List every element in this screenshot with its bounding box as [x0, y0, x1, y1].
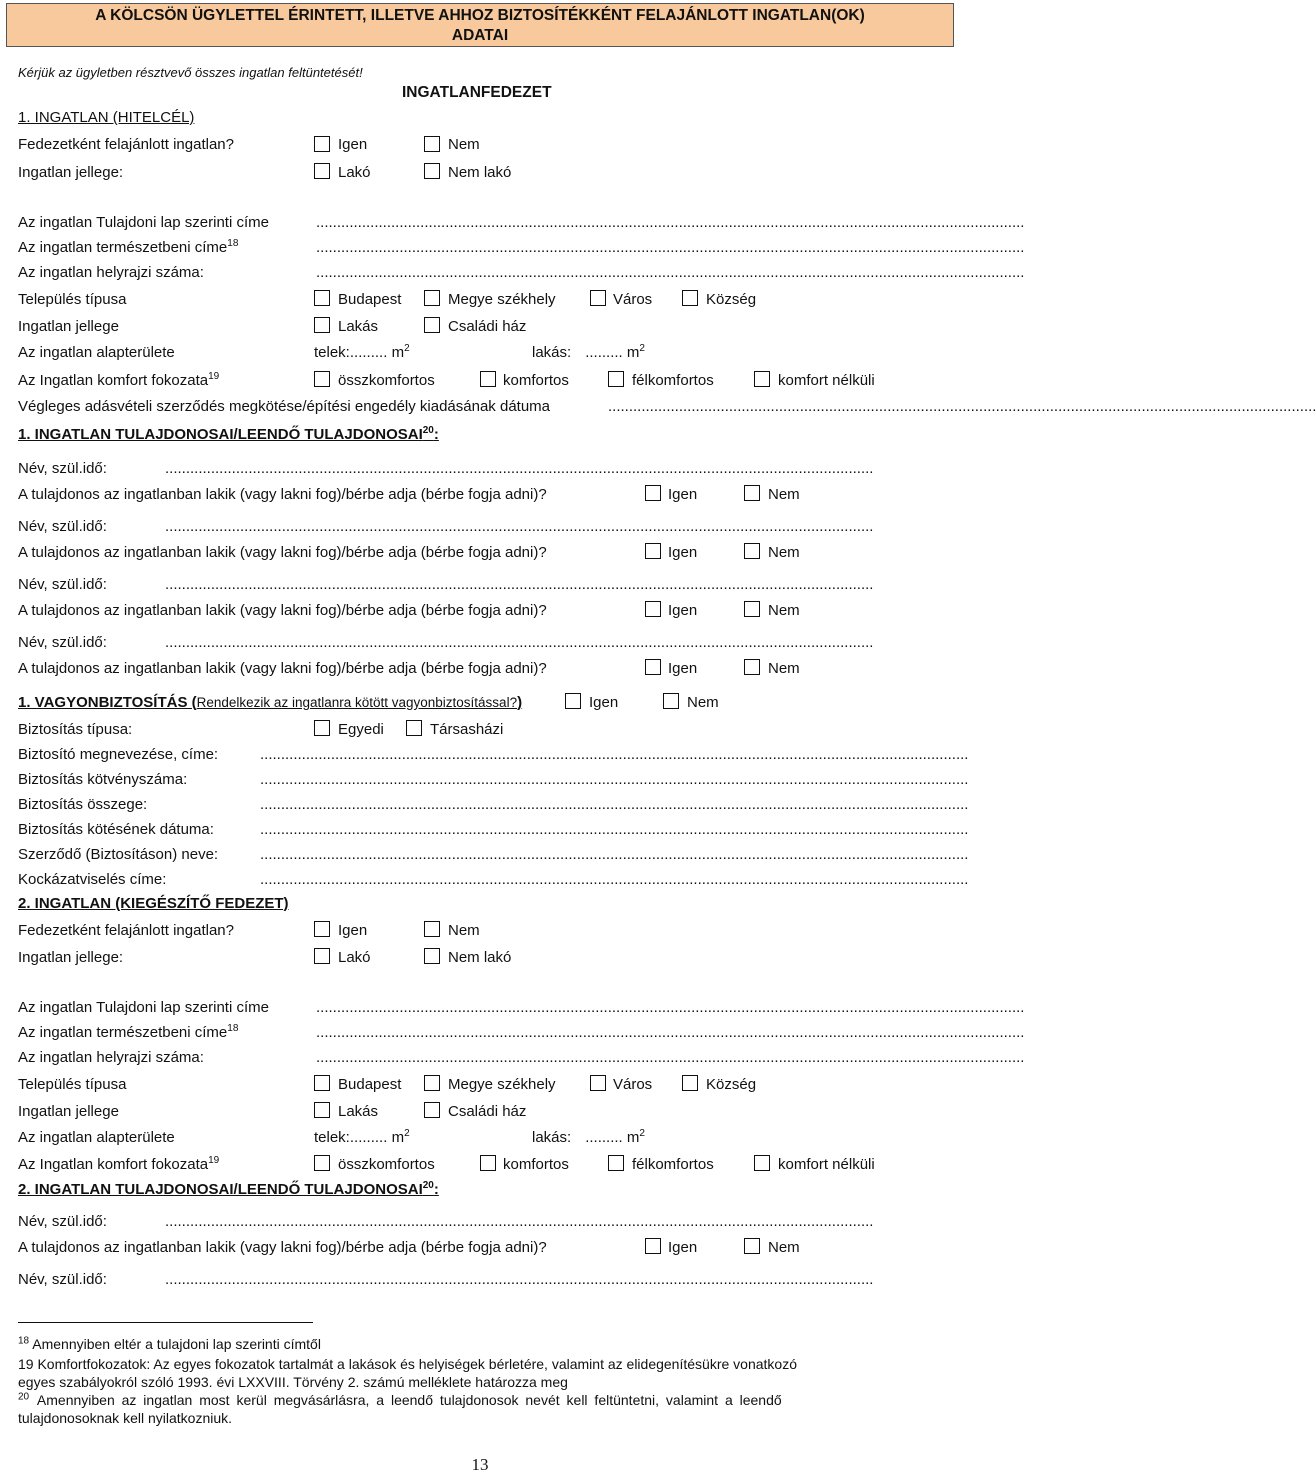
p1-varos-checkbox[interactable] — [590, 290, 606, 306]
checkbox-label: Nem — [768, 486, 800, 503]
footnote-19-line-1: 19 Komfortfokozatok: Az egyes fokozatok tartalmát a lakások és helyiségek bérletére, valamint az elidegenítésükre vonatkozó — [18, 1356, 797, 1372]
p2-fedezet-igen-checkbox[interactable] — [314, 921, 330, 937]
p1-megye-checkbox[interactable] — [424, 290, 440, 306]
insurance-kotveny-label: Biztosítás kötvényszáma: — [18, 771, 188, 788]
p1-komfort-label — [18, 372, 219, 390]
p1-term-cim-field[interactable]: .......................................................................................................................................................................... — [316, 239, 1025, 256]
p2-cim-label: Az ingatlan Tulajdoni lap szerinti címe — [18, 999, 269, 1016]
insurance-szerzodo-label: Szerződő (Biztosításon) neve: — [18, 846, 219, 863]
p1-vegleges-field[interactable]: .......................................................................................................................................................................... — [608, 398, 1316, 415]
p1-nem-lako-checkbox[interactable] — [424, 163, 440, 179]
owner-2-1-igen-checkbox[interactable] — [645, 1238, 661, 1254]
checkbox-label: Nem — [768, 544, 800, 561]
p2-hrsz-field[interactable]: .......................................................................................................................................................................... — [316, 1049, 1025, 1066]
dots: ... — [585, 344, 598, 361]
owners-2-title — [18, 1181, 439, 1199]
footnote-ref: 19 — [208, 371, 220, 382]
checkbox-label: Lakás — [338, 318, 379, 335]
p1-alapterulet-label: Az ingatlan alapterülete — [18, 344, 175, 361]
p2-osszkomfortos-checkbox[interactable] — [314, 1155, 330, 1171]
checkbox-label: Igen — [668, 544, 698, 561]
owner-2-1-lakik-label: A tulajdonos az ingatlanban lakik (vagy lakni fog)/bérbe adja (bérbe fogja adni)? — [18, 1239, 547, 1256]
checkbox-label: Megye székhely — [448, 291, 556, 308]
label-text: Az ingatlan természetbeni címe — [18, 1024, 228, 1041]
owner-2-1-nev-label: Név, szül.idő: — [18, 1213, 107, 1230]
unit-sup: 2 — [639, 343, 645, 354]
owner-3-lakik-label: A tulajdonos az ingatlanban lakik (vagy lakni fog)/bérbe adja (bérbe fogja adni)? — [18, 602, 547, 619]
checkbox-label: Igen — [338, 922, 368, 939]
checkbox-label: Egyedi — [338, 721, 384, 738]
p2-csaladi-checkbox[interactable] — [424, 1102, 440, 1118]
p2-cim-field[interactable]: .......................................................................................................................................................................... — [316, 999, 1025, 1016]
checkbox-label: Város — [613, 291, 653, 308]
p2-fedezet-label: Fedezetként felajánlott ingatlan? — [18, 922, 234, 939]
unit: m — [391, 1129, 405, 1146]
dots: ... — [349, 344, 363, 361]
footnote-ref: 19 — [208, 1155, 220, 1166]
label-text: Az Ingatlan komfort fokozata — [18, 1156, 209, 1173]
owner-2-igen-checkbox[interactable] — [645, 543, 661, 559]
p2-term-cim-field[interactable]: .......................................................................................................................................................................... — [316, 1024, 1025, 1041]
owner-2-2-nev-field[interactable]: .......................................................................................................................................................................... — [165, 1271, 874, 1288]
p1-komfortos-checkbox[interactable] — [480, 371, 496, 387]
p2-alapterulet-label: Az ingatlan alapterülete — [18, 1129, 175, 1146]
checkbox-label: Nem — [687, 694, 719, 711]
p1-ingatlan-jellege-label: Ingatlan jellege — [18, 318, 119, 335]
p2-lako-checkbox[interactable] — [314, 948, 330, 964]
footnote-ref: 18 — [227, 238, 239, 249]
checkbox-label: Igen — [589, 694, 619, 711]
checkbox-label: Családi ház — [448, 1103, 527, 1120]
insurance-title — [18, 694, 522, 712]
p2-nem-lako-checkbox[interactable] — [424, 948, 440, 964]
dots: ... — [610, 1129, 623, 1146]
owner-3-nev-field[interactable]: .......................................................................................................................................................................... — [165, 576, 874, 593]
p2-lakas-checkbox[interactable] — [314, 1102, 330, 1118]
p1-osszkomfortos-checkbox[interactable] — [314, 371, 330, 387]
owner-1-lakik-label: A tulajdonos az ingatlanban lakik (vagy lakni fog)/bérbe adja (bérbe fogja adni)? — [18, 486, 547, 503]
insurance-tarsashazi-checkbox[interactable] — [406, 720, 422, 736]
owner-4-nev-field[interactable]: .......................................................................................................................................................................... — [165, 634, 874, 651]
checkbox-label: Nem — [768, 602, 800, 619]
property-1-title: 1. INGATLAN (HITELCÉL) — [18, 109, 195, 126]
footnote-ref: 18 — [227, 1023, 239, 1034]
checkbox-label: összkomfortos — [338, 372, 435, 389]
insurance-kockazat-field[interactable]: .......................................................................................................................................................................... — [260, 871, 969, 888]
checkbox-label: Igen — [668, 660, 698, 677]
checkbox-label: Község — [706, 1076, 757, 1093]
insurance-nem-checkbox[interactable] — [663, 693, 679, 709]
unit-sup: 2 — [639, 1128, 645, 1139]
label-text: Az Ingatlan komfort fokozata — [18, 372, 209, 389]
owner-1-nev-field[interactable]: .......................................................................................................................................................................... — [165, 460, 874, 477]
checkbox-label: Lakó — [338, 164, 371, 181]
p2-komfortos-checkbox[interactable] — [480, 1155, 496, 1171]
owner-4-lakik-label: A tulajdonos az ingatlanban lakik (vagy lakni fog)/bérbe adja (bérbe fogja adni)? — [18, 660, 547, 677]
p2-komfort-nelkuli-checkbox[interactable] — [754, 1155, 770, 1171]
p1-jellege-label: Ingatlan jellege: — [18, 164, 124, 181]
owner-3-igen-checkbox[interactable] — [645, 601, 661, 617]
p2-lakas-field[interactable] — [532, 1129, 645, 1147]
checkbox-label: Lakás — [338, 1103, 379, 1120]
insurance-datum-label: Biztosítás kötésének dátuma: — [18, 821, 214, 838]
checkbox-label: Megye székhely — [448, 1076, 556, 1093]
owner-4-nev-label: Név, szül.idő: — [18, 634, 107, 651]
header-line-1: A KÖLCSÖN ÜGYLETTEL ÉRINTETT, ILLETVE AHHOZ BIZTOSÍTÉKKÉNT FELAJÁNLOTT INGATLAN(OK) — [95, 7, 865, 24]
p1-telek-field[interactable] — [314, 344, 410, 362]
checkbox-label: félkomfortos — [632, 1156, 714, 1173]
unit-sup: 2 — [404, 343, 410, 354]
footnote-20-line-1 — [18, 1391, 942, 1409]
owner-1-nev-label: Név, szül.idő: — [18, 460, 107, 477]
p1-cim-label: Az ingatlan Tulajdoni lap szerinti címe — [18, 214, 269, 231]
p2-hrsz-label: Az ingatlan helyrajzi száma: — [18, 1049, 204, 1066]
property-2-title: 2. INGATLAN (KIEGÉSZÍTŐ FEDEZET) — [18, 895, 289, 912]
p1-lako-checkbox[interactable] — [314, 163, 330, 179]
dots: ... — [349, 1129, 363, 1146]
checkbox-label: Budapest — [338, 291, 402, 308]
page-header — [6, 3, 954, 47]
insurance-egyedi-checkbox[interactable] — [314, 720, 330, 736]
dots: ... — [362, 344, 375, 361]
p2-telek-field[interactable] — [314, 1129, 410, 1147]
owner-2-1-nev-field[interactable]: .......................................................................................................................................................................... — [165, 1213, 874, 1230]
owner-2-nev-label: Név, szül.idő: — [18, 518, 107, 535]
footnote-ref: 20 — [422, 425, 434, 436]
dots: ... — [610, 344, 623, 361]
checkbox-label: Város — [613, 1076, 653, 1093]
p2-varos-checkbox[interactable] — [590, 1075, 606, 1091]
p1-felkomfortos-checkbox[interactable] — [608, 371, 624, 387]
p1-term-cim-label — [18, 239, 238, 257]
insurance-osszeg-field[interactable]: .......................................................................................................................................................................... — [260, 796, 969, 813]
p2-budapest-checkbox[interactable] — [314, 1075, 330, 1091]
header-line-2: ADATAI — [451, 27, 509, 44]
title-text: 1. VAGYONBIZTOSÍTÁS — [18, 694, 188, 711]
checkbox-label: Társasházi — [430, 721, 504, 738]
dots: ... — [585, 1129, 598, 1146]
checkbox-label: Igen — [338, 136, 368, 153]
telek-label: telek: — [314, 344, 350, 361]
unit: m — [626, 1129, 640, 1146]
footnote-divider — [18, 1322, 313, 1323]
owner-2-nem-checkbox[interactable] — [744, 543, 760, 559]
checkbox-label: Nem — [448, 136, 480, 153]
footnote-number: 18 — [18, 1335, 30, 1347]
footnote-ref: 20 — [422, 1180, 434, 1191]
label-text: Az ingatlan természetbeni címe — [18, 239, 228, 256]
insurance-igen-checkbox[interactable] — [565, 693, 581, 709]
checkbox-label: Község — [706, 291, 757, 308]
p1-cim-field[interactable]: .......................................................................................................................................................................... — [316, 214, 1025, 231]
checkbox-label: félkomfortos — [632, 372, 714, 389]
section-title-ingatlanfedezet: INGATLANFEDEZET — [402, 84, 552, 101]
intro-note: Kérjük az ügyletben résztvevő összes ingatlan feltüntetését! — [18, 65, 363, 80]
unit-sup: 2 — [404, 1128, 410, 1139]
unit: m — [626, 344, 640, 361]
p1-kozseg-checkbox[interactable] — [682, 290, 698, 306]
owner-1-nem-checkbox[interactable] — [744, 485, 760, 501]
lakas-label: lakás: — [532, 1129, 572, 1146]
checkbox-label: Igen — [668, 602, 698, 619]
footnote-19-line-2: egyes szabályokról szóló 1993. évi LXXVIII. Törvény 2. számú melléklete határozza meg — [18, 1374, 568, 1390]
p2-ingatlan-jellege-label: Ingatlan jellege — [18, 1103, 119, 1120]
checkbox-label: Nem lakó — [448, 164, 512, 181]
checkbox-label: Családi ház — [448, 318, 527, 335]
owner-4-nem-checkbox[interactable] — [744, 659, 760, 675]
p2-felkomfortos-checkbox[interactable] — [608, 1155, 624, 1171]
checkbox-label: összkomfortos — [338, 1156, 435, 1173]
telek-label: telek: — [314, 1129, 350, 1146]
dots: ... — [374, 344, 388, 361]
p2-megye-checkbox[interactable] — [424, 1075, 440, 1091]
dots: ... — [362, 1129, 375, 1146]
checkbox-label: komfortos — [503, 372, 569, 389]
checkbox-label: Budapest — [338, 1076, 402, 1093]
owner-2-2-nev-label: Név, szül.idő: — [18, 1271, 107, 1288]
p2-telepules-label: Település típusa — [18, 1076, 127, 1093]
insurance-osszeg-label: Biztosítás összege: — [18, 796, 148, 813]
checkbox-label: Igen — [668, 1239, 698, 1256]
p2-fedezet-nem-checkbox[interactable] — [424, 921, 440, 937]
p1-lakas-checkbox[interactable] — [314, 317, 330, 333]
p1-hrsz-field[interactable]: .......................................................................................................................................................................... — [316, 264, 1025, 281]
footnote-20-line-2: tulajdonosoknak kell nyilatkozniuk. — [18, 1410, 233, 1426]
colon: : — [433, 1181, 439, 1198]
p1-telepules-label: Település típusa — [18, 291, 127, 308]
p1-fedezet-nem-checkbox[interactable] — [424, 136, 440, 152]
insurance-kockazat-label: Kockázatviselés címe: — [18, 871, 167, 888]
p1-fedezet-igen-checkbox[interactable] — [314, 136, 330, 152]
lakas-label: lakás: — [532, 344, 572, 361]
footnote-text: Amennyiben eltér a tulajdoni lap szerinti címtől — [29, 1336, 321, 1352]
insurance-tipus-label: Biztosítás típusa: — [18, 721, 133, 738]
p2-jellege-label: Ingatlan jellege: — [18, 949, 124, 966]
paren: ( — [187, 694, 197, 711]
checkbox-label: Nem lakó — [448, 949, 512, 966]
insurance-megnevezes-label: Biztosító megnevezése, címe: — [18, 746, 219, 763]
checkbox-label: Lakó — [338, 949, 371, 966]
owner-1-igen-checkbox[interactable] — [645, 485, 661, 501]
p1-csaladi-checkbox[interactable] — [424, 317, 440, 333]
p1-vegleges-label: Végleges adásvételi szerződés megkötése/építési engedély kiadásának dátuma — [18, 398, 551, 415]
checkbox-label: komfort nélküli — [778, 1156, 875, 1173]
owner-2-1-nem-checkbox[interactable] — [744, 1238, 760, 1254]
paren: ) — [517, 694, 523, 711]
title-text: 1. INGATLAN TULAJDONOSAI/LEENDŐ TULAJDONOSAI — [18, 426, 423, 443]
dots: ... — [597, 1129, 611, 1146]
checkbox-label: komfort nélküli — [778, 372, 875, 389]
checkbox-label: Nem — [448, 922, 480, 939]
p1-lakas-field[interactable] — [532, 344, 645, 362]
owner-2-lakik-label: A tulajdonos az ingatlanban lakik (vagy lakni fog)/bérbe adja (bérbe fogja adni)? — [18, 544, 547, 561]
unit: m — [391, 344, 405, 361]
question-text: Rendelkezik az ingatlanra kötött vagyonbiztosítással? — [196, 695, 518, 710]
p1-budapest-checkbox[interactable] — [314, 290, 330, 306]
footnote-number: 20 — [18, 1391, 30, 1403]
p2-kozseg-checkbox[interactable] — [682, 1075, 698, 1091]
owner-3-nev-label: Név, szül.idő: — [18, 576, 107, 593]
checkbox-label: Igen — [668, 486, 698, 503]
dots: ... — [597, 344, 611, 361]
title-text: 2. INGATLAN TULAJDONOSAI/LEENDŐ TULAJDONOSAI — [18, 1181, 423, 1198]
p2-term-cim-label — [18, 1024, 238, 1042]
owner-2-nev-field[interactable]: .......................................................................................................................................................................... — [165, 518, 874, 535]
checkbox-label: Nem — [768, 1239, 800, 1256]
insurance-kotveny-field[interactable]: .......................................................................................................................................................................... — [260, 771, 969, 788]
p1-fedezet-label: Fedezetként felajánlott ingatlan? — [18, 136, 234, 153]
checkbox-label: Nem — [768, 660, 800, 677]
page-number: 13 — [471, 1455, 489, 1474]
dots: ... — [374, 1129, 388, 1146]
p1-hrsz-label: Az ingatlan helyrajzi száma: — [18, 264, 204, 281]
insurance-szerzodo-field[interactable]: .......................................................................................................................................................................... — [260, 846, 969, 863]
checkbox-label: komfortos — [503, 1156, 569, 1173]
footnote-text: Amennyiben az ingatlan most kerül megvásárlásra, a leendő tulajdonosok nevét kell feltüntetni, valamint a leendő — [36, 1392, 782, 1408]
insurance-megnevezes-field[interactable]: .......................................................................................................................................................................... — [260, 746, 969, 763]
p1-komfort-nelkuli-checkbox[interactable] — [754, 371, 770, 387]
owner-3-nem-checkbox[interactable] — [744, 601, 760, 617]
owners-1-title — [18, 426, 439, 444]
p2-komfort-label — [18, 1156, 219, 1174]
insurance-datum-field[interactable]: .......................................................................................................................................................................... — [260, 821, 969, 838]
footnote-18 — [18, 1335, 321, 1353]
colon: : — [433, 426, 439, 443]
owner-4-igen-checkbox[interactable] — [645, 659, 661, 675]
